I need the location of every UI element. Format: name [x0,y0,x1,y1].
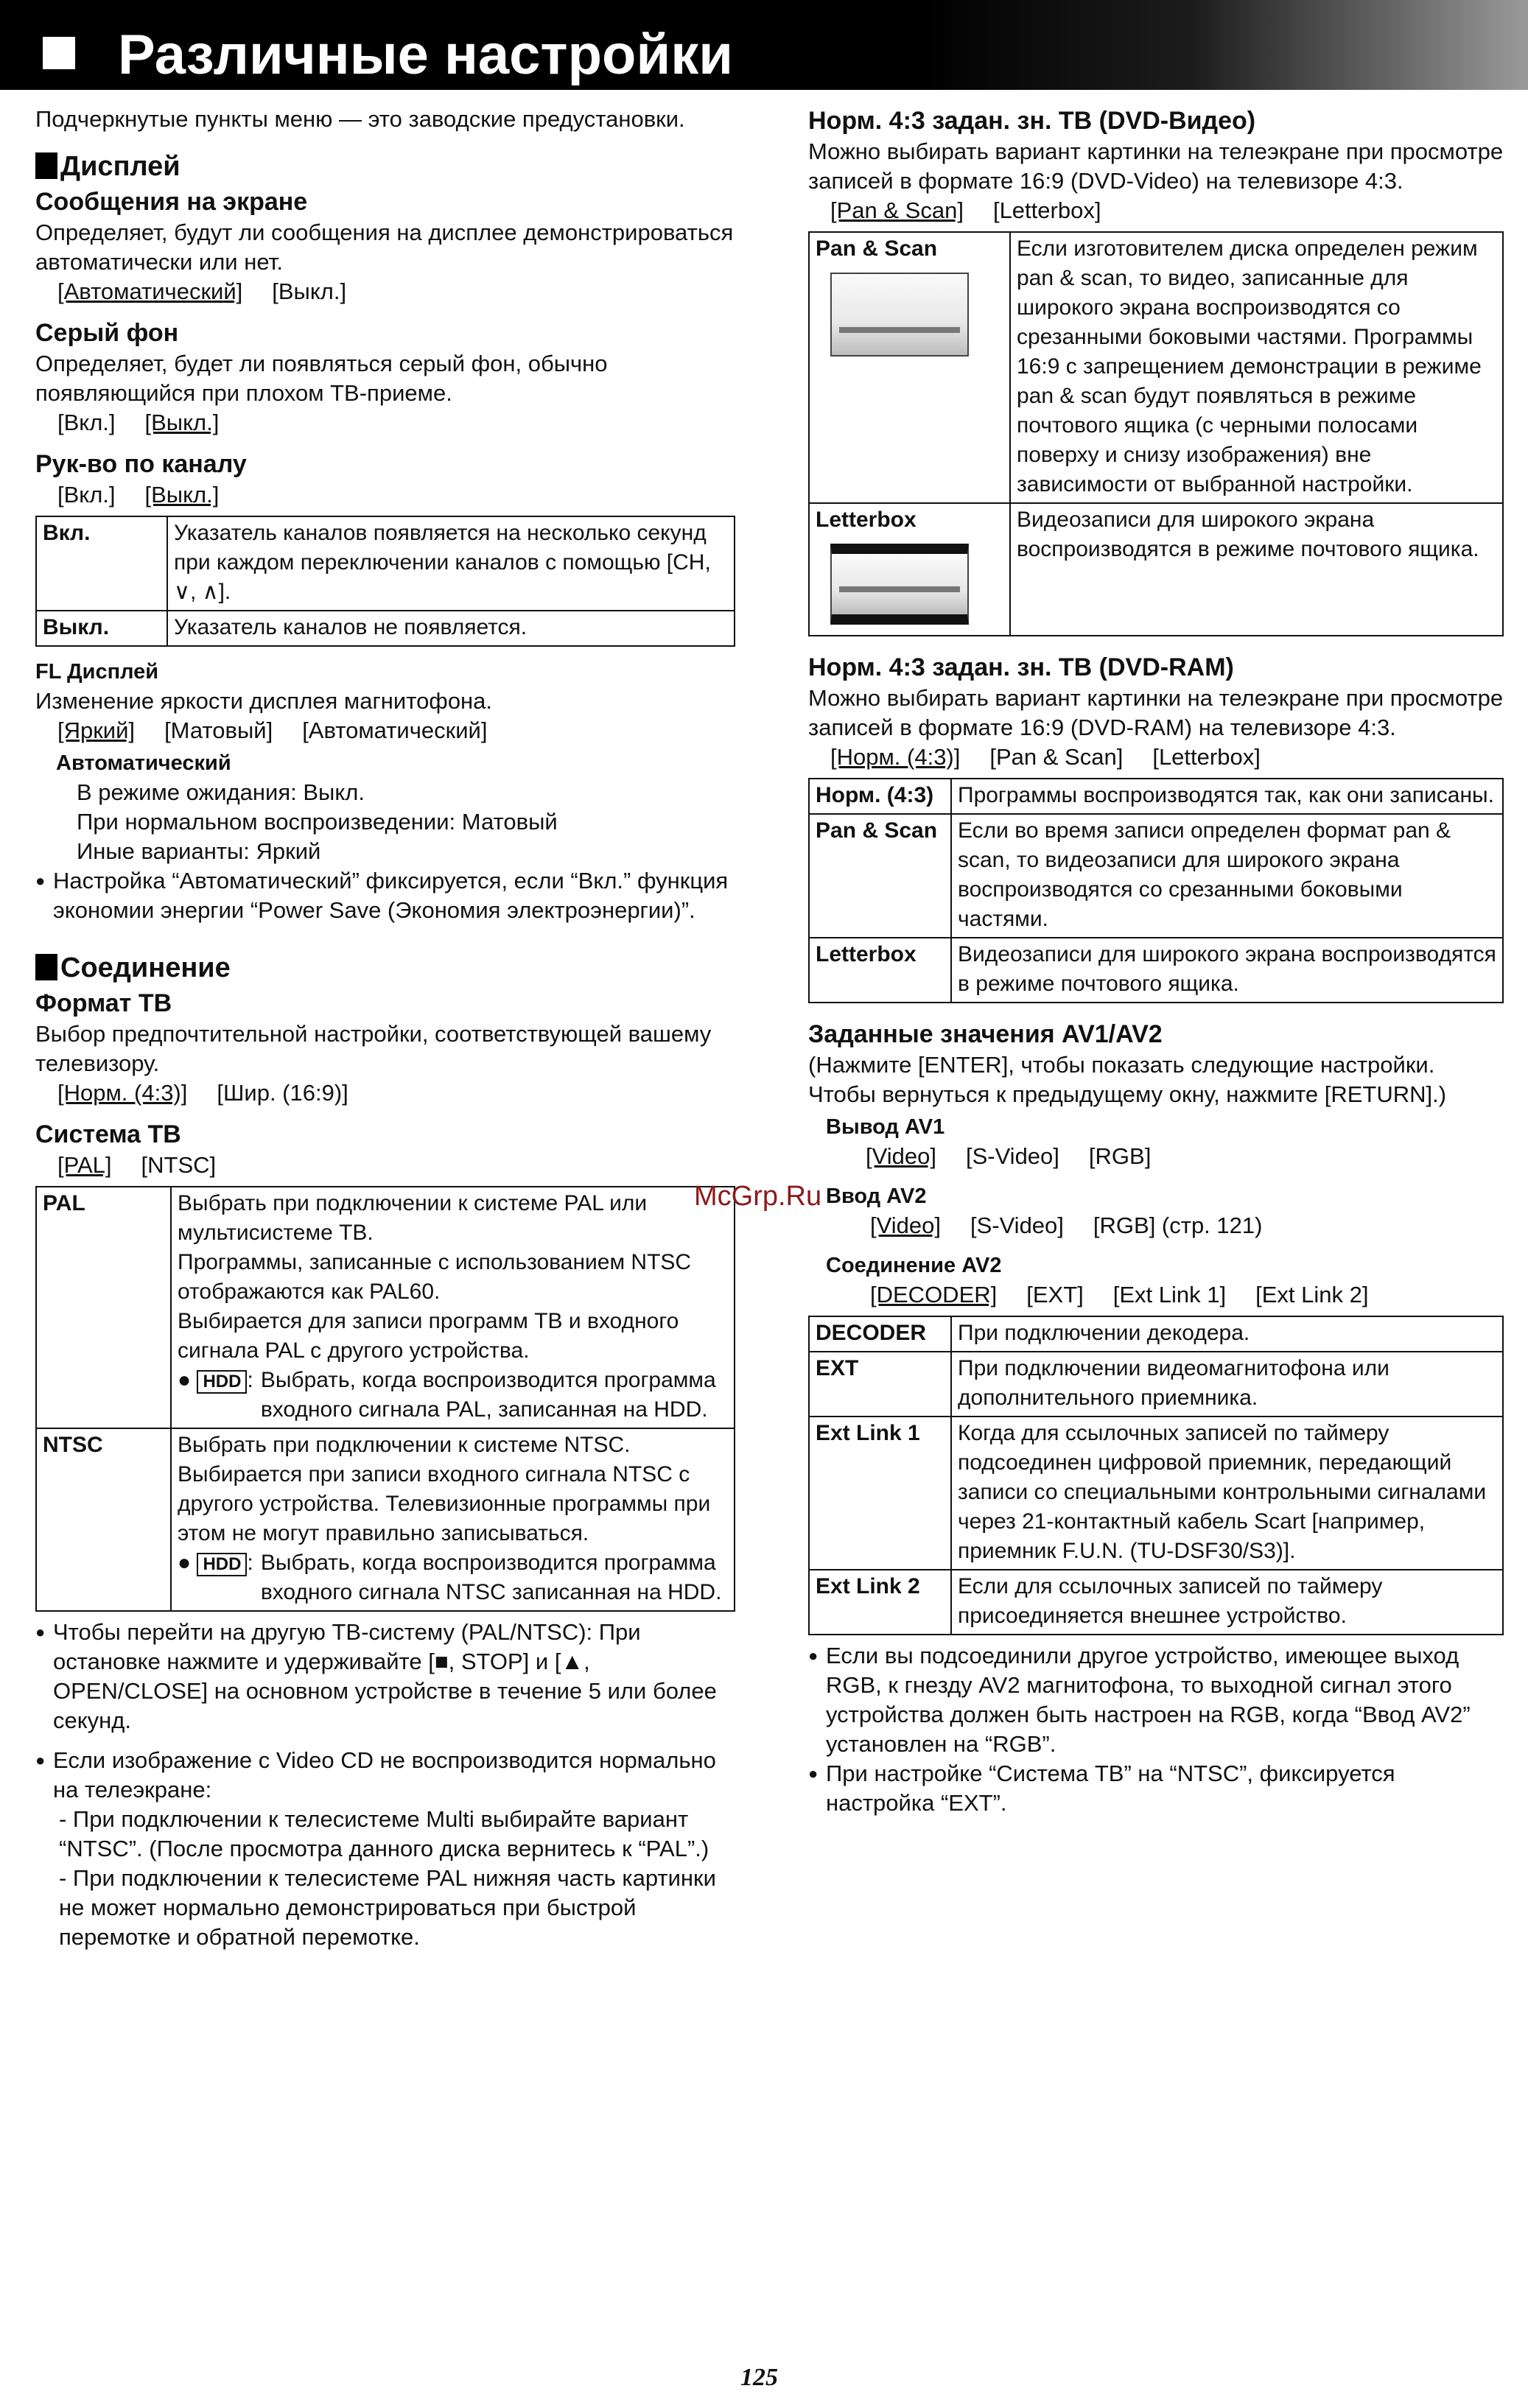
dvdram-title: Норм. 4:3 задан. зн. ТВ (DVD-RAM) [808,653,1234,681]
dvdram-opt-normal: [Норм. (4:3)] [830,744,961,770]
fl-auto-line: При нормальном воспроизведении: Матовый [77,809,558,835]
fl-auto-line: Иные варианты: Яркий [77,838,321,864]
av2-conn-opt: [DECODER] [870,1282,998,1307]
dvdram-val: Программы воспроизводятся так, как они записаны. [951,779,1503,814]
tvsystem-note-2b: - При подключении к телесистеме PAL нижняя часть картинки не может нормально демонстрироваться при быстрой перемотке и обратной перемотке. [59,1865,716,1950]
fl-auto-line: В режиме ожидания: Выкл. [77,779,365,805]
dvdram-table [808,778,1504,1003]
guide-opt-off: [Выкл.] [144,482,220,508]
dvdvideo-ps-key: Pan & Scan [816,236,938,261]
table-row [809,1352,1503,1417]
fl-options [35,716,735,745]
watermark: McGrp.Ru [694,1181,822,1212]
av-val: Если для ссылочных записей по таймеру присоединяется внешнее устройство. [951,1570,1503,1635]
guide-opt-on: [Вкл.] [57,482,116,508]
fl-title: FL Дисплей [35,660,159,684]
grey-opt-off: [Выкл.] [144,410,220,435]
left-column [35,105,735,1952]
ntsc-line: Выбрать при подключении к системе NTSC. [178,1433,631,1457]
av2-conn-opt: [EXT] [1026,1282,1084,1307]
guide-title: Рук-во по каналу [35,450,247,478]
av-key: DECODER [809,1316,951,1352]
table-row [36,611,735,646]
guide-val-off: Указатель каналов не появляется. [167,611,735,646]
table-row [809,814,1503,938]
ntsc-key: NTSC [36,1428,171,1611]
section-connection-label: Соединение [60,952,231,983]
av1-opt: [RGB] [1088,1143,1152,1169]
tvsystem-note-1: ● Чтобы перейти на другую ТВ-систему (PAL/NTSC): При остановке нажмите и удерживайте [■, STOP] и [▲, OPEN/CLOSE] на основном устройстве в течение 5 или более секунд. [35,1618,735,1735]
av2-in-options [808,1211,1504,1240]
av-key: Ext Link 2 [809,1570,951,1635]
av2-in-opt: [Video] [870,1212,941,1238]
av-desc: (Нажмите [ENTER], чтобы показать следующие настройки. Чтобы вернуться к предыдущему окну, нажмите [RETURN].) [808,1052,1447,1107]
page-number: 125 [740,2364,778,2391]
table-row [809,1570,1503,1635]
table-row [809,779,1503,814]
table-row [809,1417,1503,1570]
ntsc-hdd-text: Выбрать, когда воспроизводится программа входного сигнала NTSC записанная на HDD. [260,1551,722,1604]
pal-cell [171,1187,735,1428]
pal-line: Программы, записанные с использованием NTSC отображаются как PAL60. [178,1250,692,1304]
tvsystem-options [35,1151,735,1180]
guide-key-on: Вкл. [36,516,167,611]
pal-hdd-text: Выбрать, когда воспроизводится программа входного сигнала PAL, записанная на HDD. [260,1368,716,1422]
osd-opt-auto: [Автоматический] [57,278,243,304]
dvdram-opt-ps: [Pan & Scan] [989,744,1124,770]
dvdram-key: Норм. (4:3) [809,779,951,814]
fl-auto-title: Автоматический [56,751,231,775]
osd-opt-off: [Выкл.] [272,278,347,304]
fl-opt-dim: [Матовый] [164,717,273,743]
title-bar [0,0,1528,90]
fl-opt-auto: [Автоматический] [302,717,488,743]
fl-opt-bright: [Яркий] [57,717,136,743]
av2-conn-options [808,1280,1504,1310]
grey-opt-on: [Вкл.] [57,410,116,435]
section-display-heading [35,149,735,184]
dvdvideo-table [808,231,1504,636]
tvsystem-note-2: ● Если изображение с Video CD не воспроизводится нормально на телеэкране: [35,1746,735,1805]
av2-conn-table [808,1316,1504,1635]
av2-in-title: Ввод AV2 [826,1184,927,1208]
hdd-marker: ● HDD : [178,1551,253,1575]
dvdvideo-lb-cell [809,503,1010,636]
intro-text: Подчеркнутые пункты меню — это заводские предустановки. [35,106,685,132]
av2-in-opt: [RGB] (стр. 121) [1093,1212,1263,1238]
av-title: Заданные значения AV1/AV2 [808,1020,1163,1048]
av-note-2: ● При настройке “Система ТВ” на “NTSC”, фиксируется настройка “EXT”. [808,1759,1504,1818]
fl-note: ● Настройка “Автоматический” фиксируется, если “Вкл.” функция экономии энергии “Power Save (Экономия электроэнергии)”. [35,866,735,925]
dvdvideo-ps-cell [809,232,1010,503]
tvsystem-note-2a: - При подключении к телесистеме Multi выбирайте вариант “NTSC”. (После просмотра данного диска вернитесь к “PAL”.) [59,1806,709,1861]
dvdvideo-lb-val: Видеозаписи для широкого экрана воспроизводятся в режиме почтового ящика. [1010,503,1503,636]
dvdvideo-opt-lb: [Letterbox] [992,197,1101,223]
section-square-icon [35,954,57,980]
av-note-1: ● Если вы подсоединили другое устройство, имеющее выход RGB, к гнезду AV2 магнитофона, то выходной сигнал этого устройства должен быть настроен на RGB, когда “Ввод AV2” установлен на “RGB”. [808,1641,1504,1759]
hdd-badge: HDD [197,1370,247,1394]
dvdram-key: Letterbox [809,938,951,1003]
table-row [809,232,1503,503]
pal-line: Выбирается для записи программ ТВ и входного сигнала PAL с другого устройства. [178,1309,679,1363]
guide-val-on: Указатель каналов появляется на несколько секунд при каждом переключении каналов с помощью [CH, ∨, ∧]. [167,516,735,611]
table-row [36,516,735,611]
hdd-marker: ● HDD : [178,1368,253,1392]
dvdram-val: Видеозаписи для широкого экрана воспроизводятся в режиме почтового ящика. [951,938,1503,1003]
table-row [36,1428,735,1611]
av-key: EXT [809,1352,951,1417]
av-val: При подключении декодера. [951,1316,1503,1352]
dvdram-desc: Можно выбирать вариант картинки на телеэкране при просмотре записей в формате 16:9 (DVD-RAM) на телевизоре 4:3. [808,685,1504,740]
tvsystem-table [35,1186,735,1612]
av-key: Ext Link 1 [809,1417,951,1570]
tvformat-opt-wide: [Шир. (16:9)] [217,1080,348,1106]
av-val: При подключении видеомагнитофона или дополнительного приемника. [951,1352,1503,1417]
av1-out-options [808,1142,1504,1171]
osd-desc: Определяет, будут ли сообщения на дисплее демонстрироваться автоматически или нет. [35,220,734,275]
pal-line: Выбрать при подключении к системе PAL или мультисистеме ТВ. [178,1191,648,1245]
dvdvideo-lb-key: Letterbox [816,508,917,532]
guide-key-off: Выкл. [36,611,167,646]
table-row [809,503,1503,636]
av1-out-title: Вывод AV1 [826,1115,945,1139]
tvsystem-opt-pal: [PAL] [57,1152,112,1178]
pal-hdd-line [178,1366,728,1425]
dvdram-options [808,743,1504,772]
letterbox-illustration [830,544,969,625]
tvformat-desc: Выбор предпочтительной настройки, соответствующей вашему телевизору. [35,1021,712,1076]
dvdvideo-ps-val: Если изготовителем диска определен режим pan & scan, то видео, записанные для широкого экрана воспроизводятся со срезанными боковыми частями. Программы 16:9 с запрещением демонстрации в режиме pan & scan будут появляться в режиме почтового ящика (с черными полосами поверху и снизу изображения) вне зависимости от выбранной настройки. [1010,232,1503,503]
av2-conn-title: Соединение AV2 [826,1254,1002,1277]
tvsystem-title: Система ТВ [35,1120,181,1148]
av1-opt: [Video] [866,1143,936,1169]
av2-conn-opt: [Ext Link 2] [1255,1282,1369,1307]
dvdvideo-opt-ps: [Pan & Scan] [830,197,964,223]
dvdvideo-options [808,196,1504,225]
grey-title: Серый фон [35,319,179,347]
dvdvideo-title: Норм. 4:3 задан. зн. ТВ (DVD-Видео) [808,107,1256,135]
dvdram-val: Если во время записи определен формат pan & scan, то видеозаписи для широкого экрана воспроизводятся со срезанными боковыми частями. [951,814,1503,938]
ntsc-line: Выбирается при записи входного сигнала NTSC с другого устройства. Телевизионные программы при этом не могут правильно записываться. [178,1462,711,1545]
section-connection-heading [35,950,735,986]
av2-conn-opt: [Ext Link 1] [1112,1282,1227,1307]
table-row [809,1316,1503,1352]
dvdram-key: Pan & Scan [809,814,951,938]
pal-key: PAL [36,1187,171,1428]
av2-in-opt: [S-Video] [970,1212,1064,1238]
title-square-icon [43,37,75,69]
page-title: Различные настройки [118,24,733,86]
dvdram-opt-lb: [Letterbox] [1152,744,1261,770]
tvsystem-opt-ntsc: [NTSC] [141,1152,217,1178]
grey-desc: Определяет, будет ли появляться серый фон, обычно появляющийся при плохом ТВ-приеме. [35,351,608,406]
grey-options [35,408,735,438]
right-column [808,105,1504,1818]
tvformat-options [35,1078,735,1108]
section-square-icon [35,152,57,179]
tvformat-opt-normal: [Норм. (4:3)] [57,1080,188,1106]
osd-options [35,277,735,306]
ntsc-hdd-line [178,1548,728,1607]
section-display-label: Дисплей [60,151,181,182]
osd-title: Сообщения на экране [35,188,308,216]
hdd-badge: HDD [197,1553,247,1576]
guide-table [35,516,735,647]
tvformat-title: Формат ТВ [35,989,172,1017]
guide-options [35,480,735,510]
av1-opt: [S-Video] [965,1143,1059,1169]
av-val: Когда для ссылочных записей по таймеру подсоединен цифровой приемник, передающий записи со специальными контрольными сигналами через 21-контактный кабель Scart [например, приемник F.U.N. (TU-DSF30/S3)]. [951,1417,1503,1570]
pan-scan-illustration [830,273,969,357]
fl-desc: Изменение яркости дисплея магнитофона. [35,688,493,714]
dvdvideo-desc: Можно выбирать вариант картинки на телеэкране при просмотре записей в формате 16:9 (DVD-Video) на телевизоре 4:3. [808,138,1504,194]
ntsc-cell [171,1428,735,1611]
table-row [36,1187,735,1428]
table-row [809,938,1503,1003]
